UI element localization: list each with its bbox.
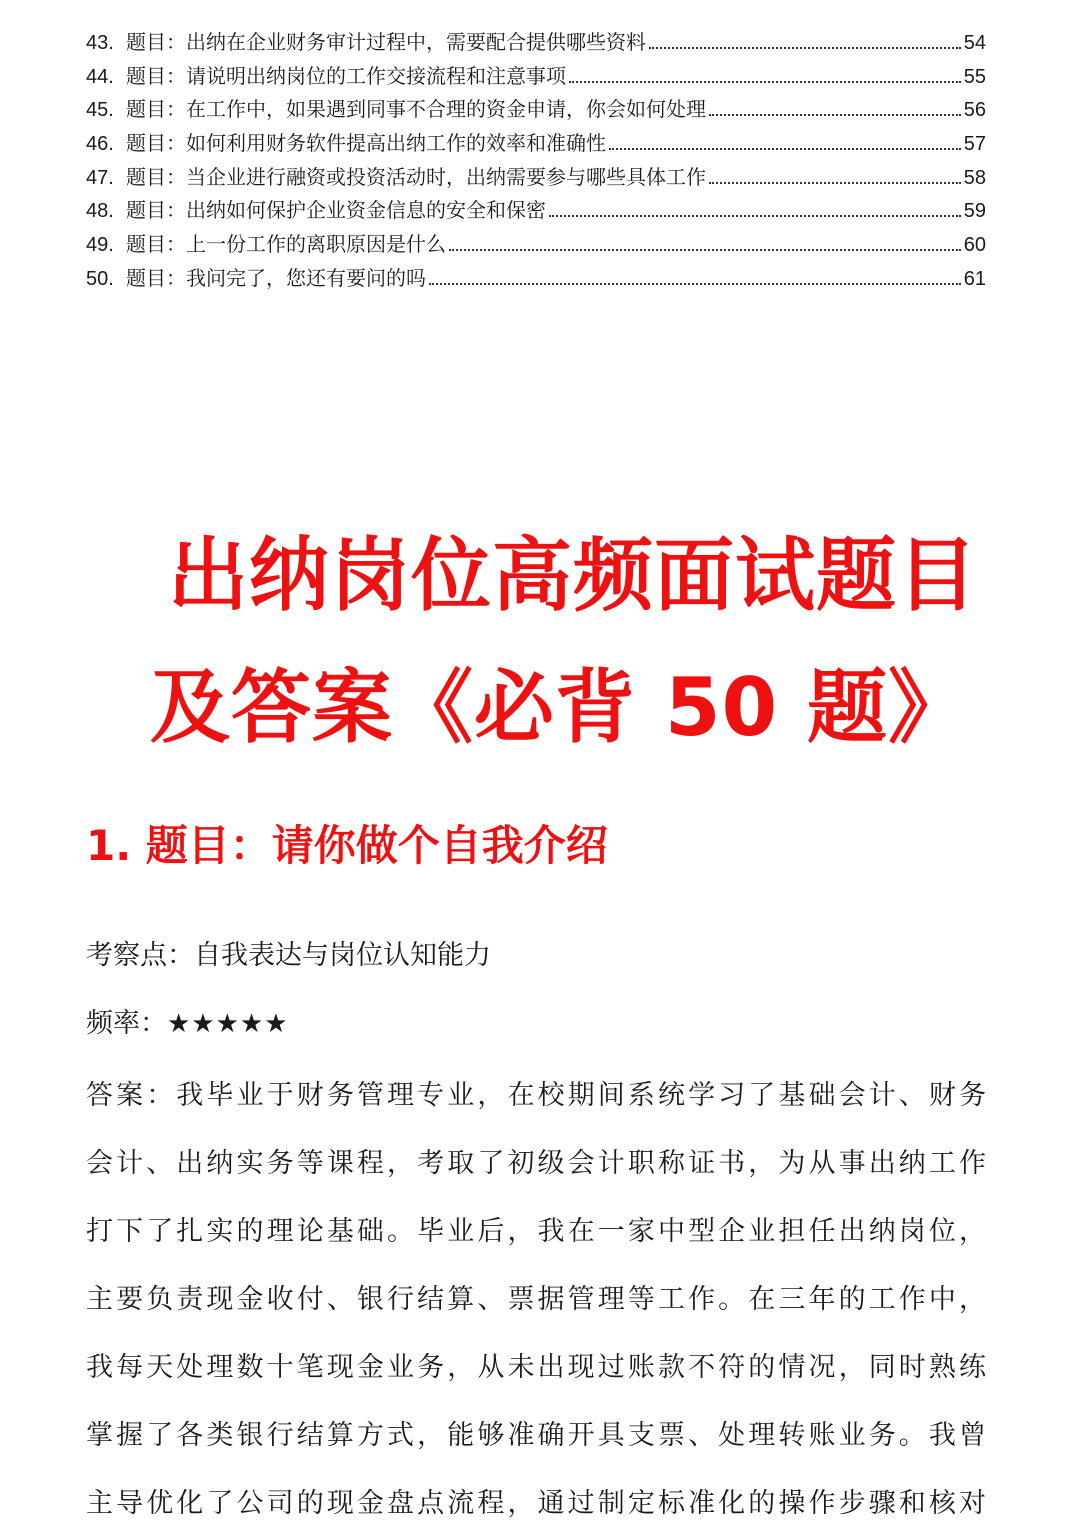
question-heading: 1. 题目：请你做个自我介绍 [86,821,608,870]
frequency-label: 频率： [86,1008,167,1039]
document-title-line-1: 出纳岗位高频面试题目 [168,529,978,622]
toc-entry-page: 61 [963,267,986,290]
toc-entry-title: 题目：我问完了，您还有要问的吗 [126,265,426,290]
toc-leader-dots [449,249,961,251]
examination-point-value: 自我表达与岗位认知能力 [194,940,491,971]
toc-entry[interactable] [86,262,986,296]
examination-point [86,936,491,976]
toc-leader-dots [569,81,961,83]
toc-entry-page: 54 [963,32,986,54]
toc-leader-dots [709,182,961,184]
toc-entry-number: 47. [86,166,114,189]
toc-entry[interactable] [86,194,986,228]
toc-entry-page: 57 [963,133,986,156]
toc-entry-page: 60 [963,234,986,257]
answer-line: 掌握了各类银行结算方式，能够准确开具支票、处理转账业务。我曾 [86,1420,986,1451]
document-title-line-2: 及答案《必背 50 题》 [150,661,970,754]
toc-entry-number: 43. [86,32,114,54]
answer-line: 主要负责现金收付、银行结算、票据管理等工作。在三年的工作中， [86,1284,986,1315]
table-of-contents [86,26,986,296]
answer-line: 我每天处理数十笔现金业务，从未出现过账款不符的情况，同时熟练 [86,1352,986,1383]
toc-entry-title: 题目：如何利用财务软件提高出纳工作的效率和准确性 [126,131,606,156]
toc-entry-page: 59 [963,200,986,223]
toc-entry-number: 50. [86,267,114,290]
toc-leader-dots [609,148,961,150]
toc-entry-title: 题目：在工作中，如果遇到同事不合理的资金申请，你会如何处理 [126,97,706,122]
toc-leader-dots [549,215,961,217]
toc-entry-number: 49. [86,234,114,257]
frequency-stars-icon: ★★★★★ [167,1009,289,1039]
answer-line: 打下了扎实的理论基础。毕业后，我在一家中型企业担任出纳岗位， [86,1216,986,1247]
toc-entry[interactable] [86,127,986,161]
toc-leader-dots [649,47,961,49]
examination-point-label: 考察点： [86,940,194,971]
frequency [86,1004,289,1044]
toc-entry-number: 48. [86,200,114,223]
toc-entry-page: 55 [963,65,986,88]
toc-entry-title: 题目：请说明出纳岗位的工作交接流程和注意事项 [126,63,566,88]
toc-entry-title: 题目：上一份工作的离职原因是什么 [126,232,446,257]
toc-entry-page: 56 [963,99,986,122]
answer-paragraph [86,1062,986,1538]
toc-entry[interactable] [86,60,986,94]
toc-leader-dots [429,283,961,285]
toc-entry-number: 44. [86,65,114,88]
answer-line: 主导优化了公司的现金盘点流程，通过制定标准化的操作步骤和核对 [86,1488,986,1519]
toc-entry[interactable] [86,93,986,127]
toc-entry-title: 题目：出纳如何保护企业资金信息的安全和保密 [126,198,546,223]
toc-entry[interactable] [86,26,986,60]
toc-entry-page: 58 [963,166,986,189]
toc-entry-title: 题目：出纳在企业财务审计过程中，需要配合提供哪些资料 [126,30,646,54]
toc-entry-title: 题目：当企业进行融资或投资活动时，出纳需要参与哪些具体工作 [126,164,706,189]
toc-entry[interactable] [86,228,986,262]
toc-leader-dots [709,114,961,116]
answer-line: 会计、出纳实务等课程，考取了初级会计职称证书，为从事出纳工作 [86,1148,986,1179]
toc-entry[interactable] [86,161,986,195]
answer-line: 答案：我毕业于财务管理专业，在校期间系统学习了基础会计、财务 [86,1080,986,1111]
toc-entry-number: 45. [86,99,114,122]
toc-entry-number: 46. [86,133,114,156]
